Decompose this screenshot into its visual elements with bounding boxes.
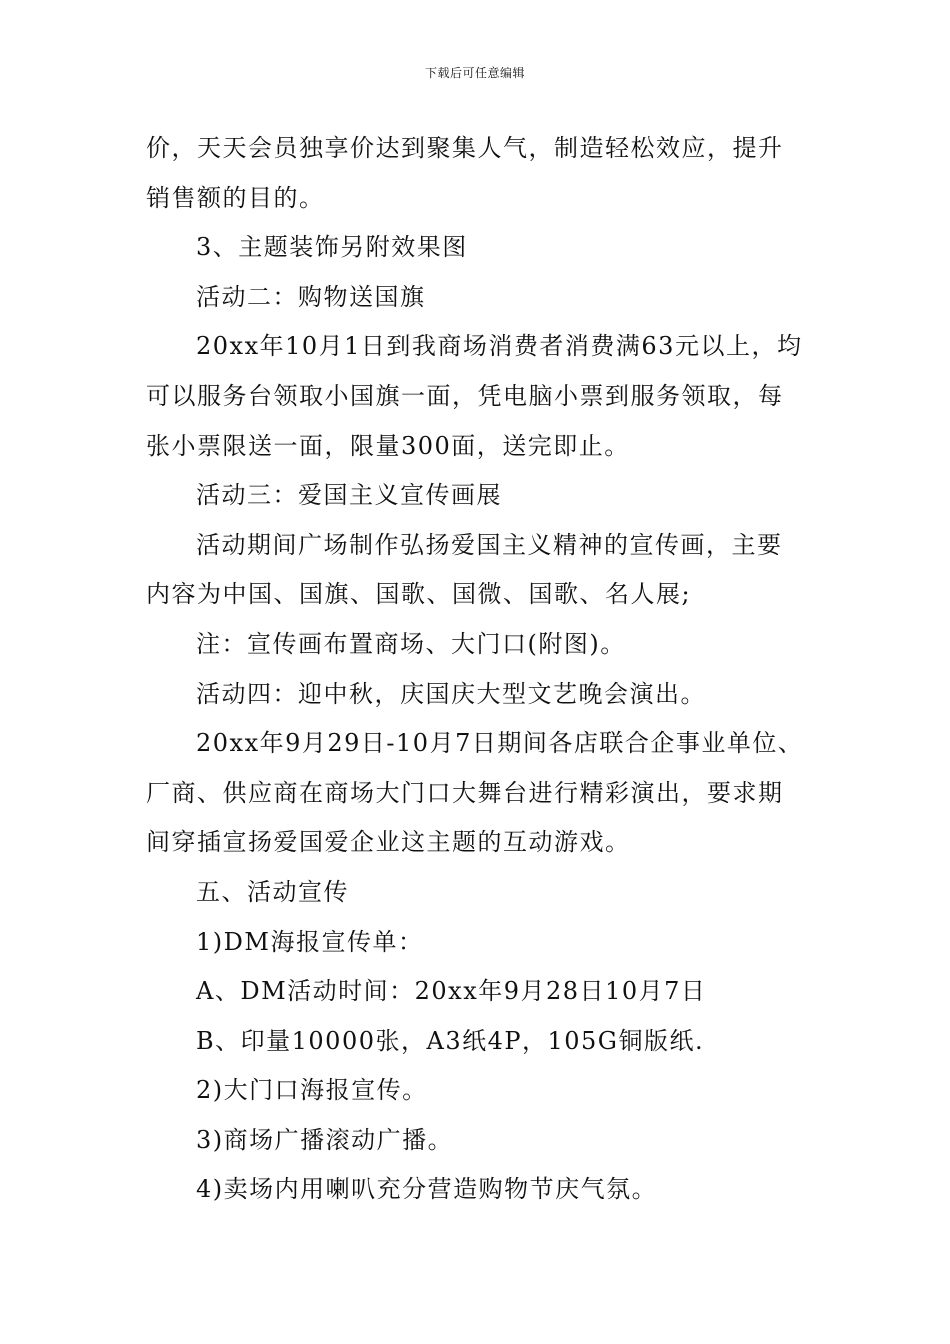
text-line: 3)商场广播滚动广播。 (196, 1125, 454, 1154)
text-line: 活动三：爱国主义宣传画展 (196, 481, 502, 510)
text-line: 内容为中国、国旗、国歌、国微、国歌、名人展; (146, 580, 692, 609)
text-line: 20xx年10月1日到我商场消费者消费满63元以上，均 (196, 332, 803, 361)
text-line: A、DM活动时间：20xx年9月28日10月7日 (196, 977, 707, 1006)
text-line: B、印量10000张，A3纸4P，105G铜版纸. (196, 1026, 705, 1055)
text-line: 厂商、供应商在商场大门口大舞台进行精彩演出，要求期 (146, 778, 784, 807)
text-line: 3、主题装饰另附效果图 (196, 233, 468, 262)
paragraph-note (146, 620, 811, 670)
document-body (146, 124, 811, 1215)
text-line: 五、活动宣传 (196, 877, 349, 906)
heading-activity-four (146, 670, 811, 720)
text-line: 价，天天会员独享价达到聚集人气，制造轻松效应，提升 (146, 134, 784, 162)
text-line: 4)卖场内用喇叭充分营造购物节庆气氛。 (196, 1175, 658, 1204)
text-line: 活动四：迎中秋，庆国庆大型文艺晚会演出。 (196, 679, 706, 708)
heading-promotion (146, 868, 811, 918)
text-line: 活动期间广场制作弘扬爱国主义精神的宣传画，主要 (196, 530, 783, 559)
list-item-gate-poster (146, 1066, 811, 1116)
paragraph-theme-decoration (146, 223, 811, 273)
list-item-dm-time (146, 967, 811, 1017)
text-line: 2)大门口海报宣传。 (196, 1076, 428, 1105)
page-header-note: 下载后可任意编辑 (424, 66, 525, 80)
list-item-dm-poster (146, 918, 811, 968)
list-item-broadcast (146, 1116, 811, 1166)
text-line: 销售额的目的。 (146, 183, 325, 212)
list-item-print-volume (146, 1017, 811, 1067)
list-item-speaker (146, 1165, 811, 1215)
text-line: 1)DM海报宣传单： (196, 927, 424, 956)
heading-activity-two (146, 273, 811, 323)
paragraph-exhibition (146, 521, 811, 620)
text-line: 张小票限送一面，限量300面，送完即止。 (146, 431, 630, 460)
paragraph-continuation (146, 124, 811, 223)
paragraph-performance (146, 719, 811, 868)
heading-activity-three (146, 471, 811, 521)
text-line: 可以服务台领取小国旗一面，凭电脑小票到服务领取，每 (146, 381, 784, 410)
text-line: 活动二：购物送国旗 (196, 282, 426, 311)
paragraph-flag-gift (146, 322, 811, 471)
text-line: 注：宣传画布置商场、大门口(附图)。 (196, 629, 626, 658)
text-line: 20xx年9月29日-10月7日期间各店联合企事业单位、 (196, 729, 804, 758)
text-line: 间穿插宣扬爱国爱企业这主题的互动游戏。 (146, 828, 631, 857)
